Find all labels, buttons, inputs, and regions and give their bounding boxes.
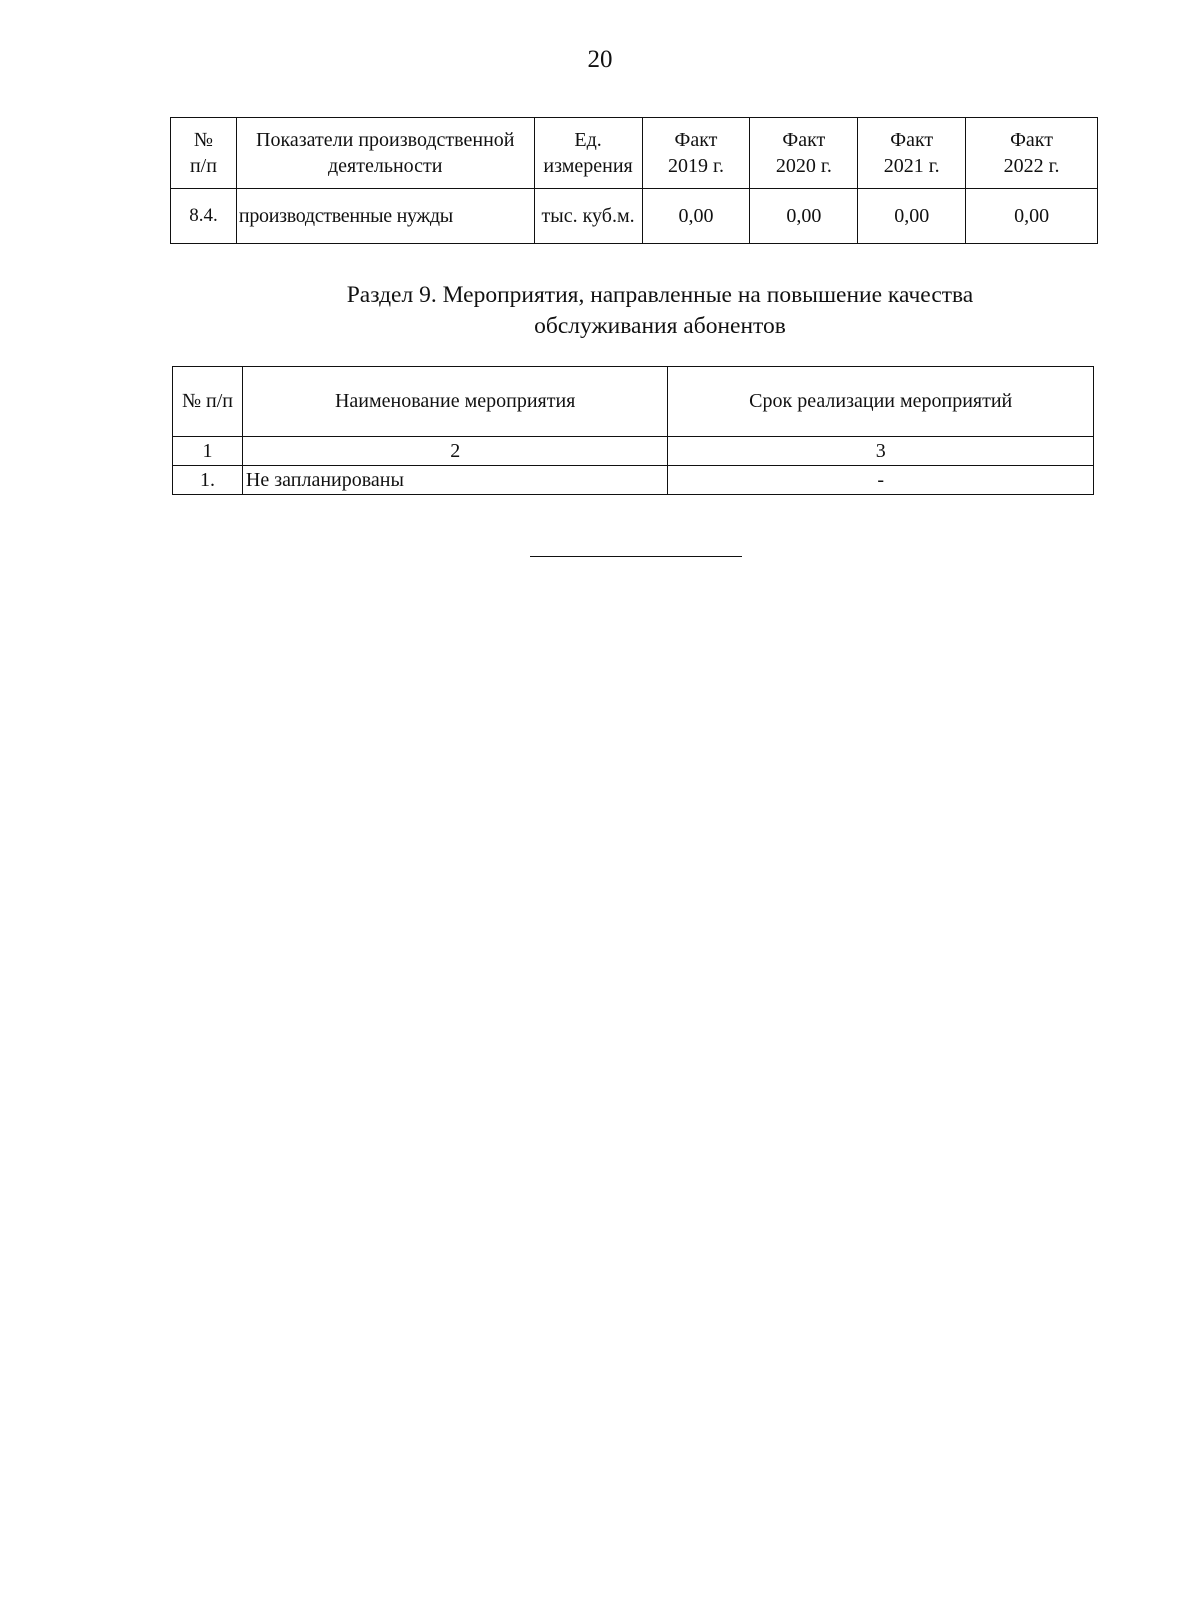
row-value-2019: 0,00	[642, 189, 750, 244]
production-indicators-table	[170, 117, 1098, 244]
header-measure-name: Наименование мероприятия	[242, 367, 668, 437]
table-header-row	[171, 118, 1098, 189]
table-header-row	[173, 367, 1094, 437]
header-num: № п/п	[171, 118, 237, 189]
section-9-title	[300, 280, 1020, 342]
header-num: № п/п	[173, 367, 243, 437]
index-cell-1: 1	[173, 437, 243, 466]
page-number: 20	[587, 46, 613, 73]
section-title-line1: Раздел 9. Мероприятия, направленные на повышение качества	[346, 282, 974, 308]
section-title-line2: обслуживания абонентов	[534, 313, 786, 339]
header-2019: Факт 2019 г.	[642, 118, 750, 189]
header-term: Срок реализации мероприятий	[668, 367, 1094, 437]
row-value-2021: 0,00	[858, 189, 966, 244]
table-row	[171, 189, 1098, 244]
header-2021: Факт 2021 г.	[858, 118, 966, 189]
row-value-2020: 0,00	[750, 189, 858, 244]
row-measure-name: Не запланированы	[242, 466, 668, 495]
index-cell-3: 3	[668, 437, 1094, 466]
header-2020: Факт 2020 г.	[750, 118, 858, 189]
index-cell-2: 2	[242, 437, 668, 466]
end-divider	[530, 556, 742, 557]
header-2022: Факт 2022 г.	[966, 118, 1098, 189]
row-num: 8.4.	[171, 189, 237, 244]
header-indicator: Показатели производственной деятельности	[236, 118, 534, 189]
table-index-row	[173, 437, 1094, 466]
row-term: -	[668, 466, 1094, 495]
table-row	[173, 466, 1094, 495]
measures-table	[172, 366, 1094, 495]
row-name: производственные нужды	[236, 189, 534, 244]
row-value-2022: 0,00	[966, 189, 1098, 244]
row-num: 1.	[173, 466, 243, 495]
header-unit: Ед. измерения	[534, 118, 642, 189]
row-unit: тыс. куб.м.	[534, 189, 642, 244]
